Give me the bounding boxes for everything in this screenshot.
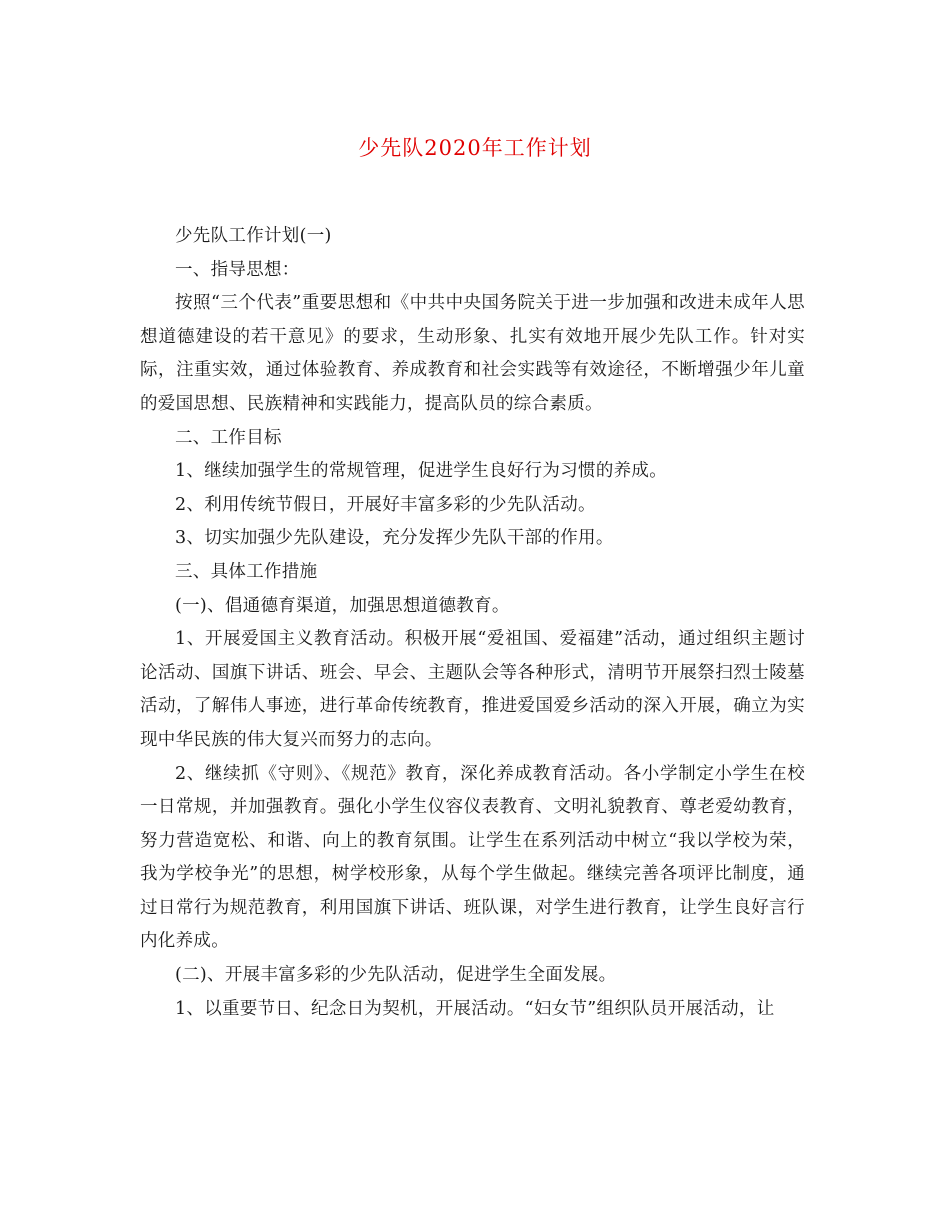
- paragraph: 2、继续抓《守则》、《规范》教育，深化养成教育活动。各小学制定小学生在校一日常规，并加强教育。强化小学生仪容仪表教育、文明礼貌教育、尊老爱幼教育，努力营造宽松、和谐、向上的教育氛围。让学生在系列活动中树立“我以学校为荣，我为学校争光”的思想，树学校形象，从每个学生做起。继续完善各项评比制度，通过日常行为规范教育，利用国旗下讲话、班队课，对学生进行教育，让学生良好言行内化养成。: [140, 763, 805, 952]
- paragraph: 1、以重要节日、纪念日为契机，开展活动。“妇女节”组织队员开展活动，让: [175, 998, 775, 1019]
- paragraph: 按照“三个代表”重要思想和《中共中央国务院关于进一步加强和改进未成年人思想道德建设的若干意见》的要求，生动形象、扎实有效地开展少先队工作。针对实际，注重实效，通过体验教育、养成教育和社会实践等有效途径，不断增强少年儿童的爱国思想、民族精神和实践能力，提高队员的综合素质。: [140, 293, 805, 414]
- paragraph: (二)、开展丰富多彩的少先队活动，促进学生全面发展。: [175, 965, 617, 986]
- paragraph: 三、具体工作措施: [175, 561, 318, 582]
- paragraph: 2、利用传统节假日，开展好丰富多彩的少先队活动。: [175, 494, 596, 515]
- document-body: [140, 220, 805, 1026]
- paragraph: 二、工作目标: [175, 427, 282, 448]
- paragraph: 1、继续加强学生的常规管理，促进学生良好行为习惯的养成。: [175, 461, 668, 482]
- paragraph: 少先队工作计划(一): [175, 226, 332, 246]
- paragraph: 一、指导思想：: [175, 259, 300, 280]
- paragraph: 3、切实加强少先队建设，充分发挥少先队干部的作用。: [175, 528, 614, 549]
- paragraph: 1、开展爱国主义教育活动。积极开展“爱祖国、爱福建”活动，通过组织主题讨论活动、国旗下讲话、班会、早会、主题队会等各种形式，清明节开展祭扫烈士陵墓活动，了解伟人事迹，进行革命传统教育，推进爱国爱乡活动的深入开展，确立为实现中华民族的伟大复兴而努力的志向。: [140, 629, 805, 750]
- document-title: 少先队2020年工作计划: [358, 136, 592, 160]
- paragraph: (一)、倡通德育渠道，加强思想道德教育。: [175, 595, 510, 616]
